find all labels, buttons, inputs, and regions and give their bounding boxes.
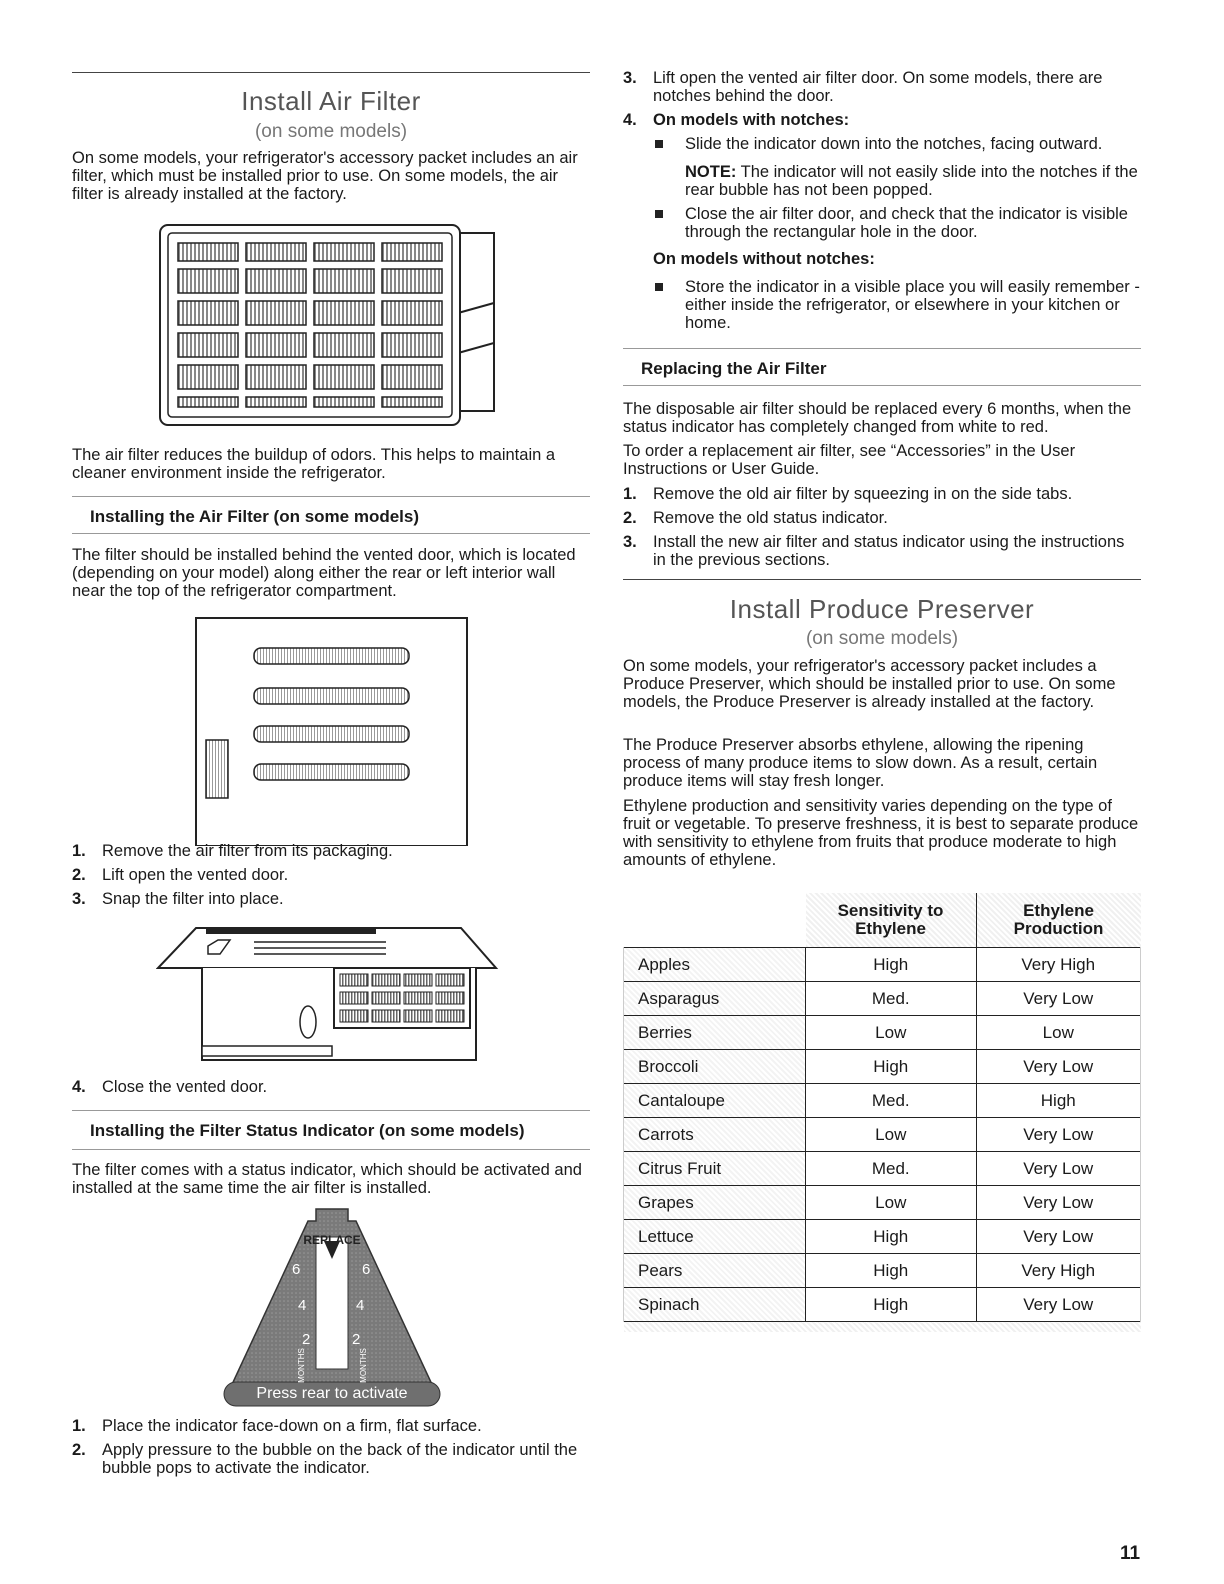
produce-name-cell: Pears <box>624 1254 806 1288</box>
column-header: Sensitivity to Ethylene <box>806 893 977 948</box>
bullet-text: Store the indicator in a visible place you will easily remember - either inside the refrigerator, or elsewhere in your kitchen or home. <box>685 278 1140 332</box>
replace-label: REPLACE <box>303 1233 361 1247</box>
status-indicator-illustration <box>222 1207 442 1407</box>
four-label-left: 4 <box>298 1297 307 1314</box>
step-item <box>623 509 1141 527</box>
bullet-item <box>653 278 1141 332</box>
sensitivity-cell: High <box>806 948 977 982</box>
bullet-square-icon <box>655 283 663 291</box>
step-text: Apply pressure to the bubble on the back of the indicator until the bubble pops to activate the indicator. <box>102 1441 578 1477</box>
production-cell: Very Low <box>976 1118 1141 1152</box>
step-item <box>72 1078 590 1096</box>
months-label-right: MONTHS <box>358 1348 368 1383</box>
section-title-air-filter: Install Air Filter <box>241 86 421 116</box>
produce-name-cell: Asparagus <box>624 982 806 1016</box>
table-row <box>624 1186 1141 1220</box>
produce-name-cell: Spinach <box>624 1288 806 1322</box>
produce-paragraph-3: Ethylene production and sensitivity varies depending on the type of fruit or vegetable. To preserve freshness, it is best to separate produce with sensitivity to ethylene from fruits that produce moderate to high amounts of ethylene. <box>623 797 1139 869</box>
replacing-paragraph-1: The disposable air filter should be replaced every 6 months, when the status indicator has completely changed from white to red. <box>623 400 1132 436</box>
step-number: 2. <box>623 509 637 527</box>
table-row <box>624 1220 1141 1254</box>
step-text: On models with notches: <box>653 111 850 129</box>
production-cell: Very Low <box>976 1050 1141 1084</box>
step-number: 1. <box>623 485 637 503</box>
table-row <box>624 948 1141 982</box>
production-cell: High <box>976 1084 1141 1118</box>
table-corner <box>624 893 806 948</box>
step-text: Remove the old air filter by squeezing in on the side tabs. <box>653 485 1073 503</box>
step-text: Snap the filter into place. <box>102 890 284 908</box>
produce-name-cell: Cantaloupe <box>624 1084 806 1118</box>
produce-name-cell: Grapes <box>624 1186 806 1220</box>
step-item <box>623 111 1141 129</box>
step-item <box>623 485 1141 503</box>
note-item <box>653 163 1141 199</box>
without-notches-heading: On models without notches: <box>653 250 875 268</box>
table-row <box>624 1118 1141 1152</box>
step-text: Close the vented door. <box>102 1078 268 1096</box>
step-number: 1. <box>72 1417 86 1435</box>
press-rear-label: Press rear to activate <box>256 1385 408 1402</box>
rule <box>72 496 590 497</box>
step-number: 3. <box>623 533 637 551</box>
step-number: 4. <box>623 111 637 129</box>
table-row <box>624 1084 1141 1118</box>
table-row <box>624 982 1141 1016</box>
bullet-square-icon <box>655 210 663 218</box>
produce-name-cell: Apples <box>624 948 806 982</box>
production-cell: Very Low <box>976 982 1141 1016</box>
ethylene-table <box>623 893 1141 1332</box>
produce-name-cell: Berries <box>624 1016 806 1050</box>
note-text: The indicator will not easily slide into the notches if the rear bubble has not been popped. <box>685 163 1138 199</box>
production-cell: Very Low <box>976 1220 1141 1254</box>
step-number: 1. <box>72 842 86 860</box>
step-item <box>72 1441 590 1477</box>
installing-heading: Installing the Air Filter (on some models) <box>90 507 420 526</box>
step-item <box>623 69 1141 105</box>
intro-paragraph: On some models, your refrigerator's accessory packet includes an air filter, which must be installed prior to use. On some models, the air filter is already installed at the factory. <box>72 149 578 203</box>
air-filter-illustration <box>158 213 508 441</box>
step-text: Remove the old status indicator. <box>653 509 888 527</box>
table-row <box>624 1016 1141 1050</box>
production-cell: Very Low <box>976 1186 1141 1220</box>
produce-name-cell: Carrots <box>624 1118 806 1152</box>
step-item <box>623 533 1141 569</box>
sensitivity-cell: Med. <box>806 982 977 1016</box>
vented-door-illustration <box>194 616 469 846</box>
step-text: Lift open the vented door. <box>102 866 289 884</box>
rule <box>623 579 1141 580</box>
section-title-produce: Install Produce Preserver <box>729 594 1035 624</box>
produce-name-cell: Lettuce <box>624 1220 806 1254</box>
step-text: Install the new air filter and status indicator using the instructions in the previous sections. <box>653 533 1125 569</box>
bullet-item <box>653 135 1141 153</box>
indicator-paragraph: The filter comes with a status indicator, which should be activated and installed at the same time the air filter is installed. <box>72 1161 582 1197</box>
snap-filter-illustration <box>156 920 501 1068</box>
replacing-heading: Replacing the Air Filter <box>641 359 827 378</box>
bullet-text: Slide the indicator down into the notches, facing outward. <box>685 135 1103 153</box>
sensitivity-cell: High <box>806 1254 977 1288</box>
indicator-heading: Installing the Filter Status Indicator (on some models) <box>90 1121 525 1140</box>
production-cell: Very High <box>976 1254 1141 1288</box>
step-number: 2. <box>72 1441 86 1459</box>
sensitivity-cell: High <box>806 1050 977 1084</box>
rule <box>623 348 1141 349</box>
step-text: Place the indicator face-down on a firm, flat surface. <box>102 1417 482 1435</box>
bullet-item <box>653 205 1141 241</box>
step-item <box>72 842 590 860</box>
step-item <box>72 866 590 884</box>
sensitivity-cell: Low <box>806 1186 977 1220</box>
rule <box>72 533 590 534</box>
sensitivity-cell: High <box>806 1220 977 1254</box>
two-label-left: 2 <box>302 1331 311 1348</box>
step-text: Remove the air filter from its packaging. <box>102 842 393 860</box>
table-row <box>624 1050 1141 1084</box>
sensitivity-cell: Low <box>806 1016 977 1050</box>
sensitivity-cell: Med. <box>806 1152 977 1186</box>
table-row <box>624 1288 1141 1322</box>
step-text: Lift open the vented air filter door. On some models, there are notches behind the door. <box>653 69 1103 105</box>
step-number: 3. <box>72 890 86 908</box>
sensitivity-cell: High <box>806 1288 977 1322</box>
rule <box>72 1110 590 1111</box>
step-number: 3. <box>623 69 637 87</box>
bullet-square-icon <box>655 140 663 148</box>
column-header: Ethylene Production <box>976 893 1141 948</box>
rule <box>72 1149 590 1150</box>
installing-paragraph: The filter should be installed behind the vented door, which is located (depending on your model) along either the rear or left interior wall near the top of the refrigerator compartment. <box>72 546 576 600</box>
produce-name-cell: Citrus Fruit <box>624 1152 806 1186</box>
produce-paragraph-1: On some models, your refrigerator's accessory packet includes a Produce Preserver, which should be installed prior to use. On some models, the Produce Preserver is already installed at the factory. <box>623 657 1116 711</box>
table-row <box>624 1254 1141 1288</box>
step-number: 4. <box>72 1078 86 1096</box>
production-cell: Low <box>976 1016 1141 1050</box>
replacing-paragraph-2: To order a replacement air filter, see “Accessories” in the User Instructions or User Guide. <box>623 442 1076 478</box>
step-item <box>72 890 590 908</box>
production-cell: Very High <box>976 948 1141 982</box>
production-cell: Very Low <box>976 1288 1141 1322</box>
top-rule <box>72 72 590 73</box>
sensitivity-cell: Low <box>806 1118 977 1152</box>
section-subtitle: (on some models) <box>805 628 959 649</box>
table-footer-cell <box>624 1322 1141 1333</box>
sensitivity-cell: Med. <box>806 1084 977 1118</box>
step-number: 2. <box>72 866 86 884</box>
bullet-text: Close the air filter door, and check that the indicator is visible through the rectangular hole in the door. <box>685 205 1128 241</box>
section-subtitle: (on some models) <box>254 121 408 142</box>
table-footer <box>624 1322 1141 1333</box>
production-cell: Very Low <box>976 1152 1141 1186</box>
produce-paragraph-2: The Produce Preserver absorbs ethylene, allowing the ripening process of many produce items to slow down. As a result, certain produce items will stay fresh longer. <box>623 736 1098 790</box>
step-item <box>72 1417 590 1435</box>
note-label: NOTE: <box>685 163 737 181</box>
rule <box>623 385 1141 386</box>
page-number: 11 <box>1120 1543 1141 1564</box>
table-row <box>624 1152 1141 1186</box>
months-label-left: MONTHS <box>296 1348 306 1383</box>
six-label-left: 6 <box>292 1261 301 1278</box>
produce-name-cell: Broccoli <box>624 1050 806 1084</box>
reduces-paragraph: The air filter reduces the buildup of odors. This helps to maintain a cleaner environment inside the refrigerator. <box>72 446 556 482</box>
four-label-right: 4 <box>356 1297 365 1314</box>
two-label-right: 2 <box>352 1331 361 1348</box>
six-label-right: 6 <box>362 1261 371 1278</box>
